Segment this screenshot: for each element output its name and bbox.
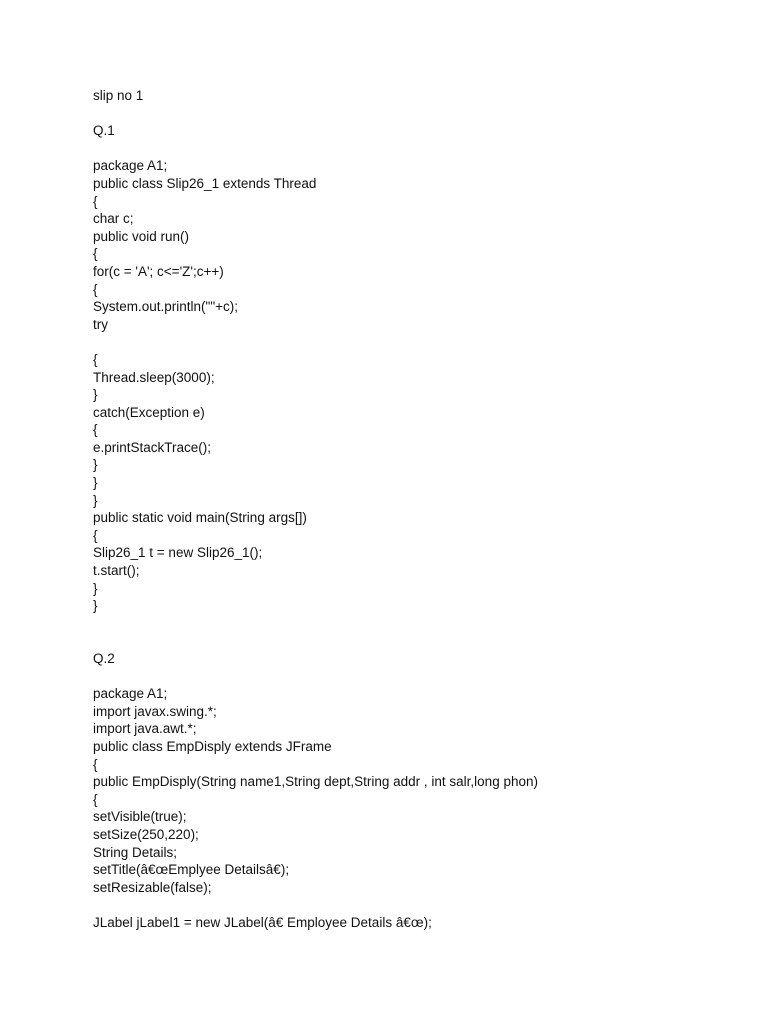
blank-line xyxy=(93,668,733,686)
code-line: setVisible(true); xyxy=(93,809,187,825)
code-line: { xyxy=(93,193,98,209)
code-line: { xyxy=(93,791,98,807)
blank-line xyxy=(93,140,733,158)
question-label-q1: Q.1 xyxy=(93,123,115,139)
code-line: String Details; xyxy=(93,844,178,860)
code-line: try xyxy=(93,316,108,332)
code-line: catch(Exception e) xyxy=(93,404,205,420)
blank-line xyxy=(93,333,733,351)
code-line: setSize(250,220); xyxy=(93,826,199,842)
code-line: } xyxy=(93,598,98,614)
code-line: public static void main(String args[]) xyxy=(93,510,307,526)
code-line: JLabel jLabel1 = new JLabel(â€ Employee Details â€œ); xyxy=(93,914,432,930)
code-line: for(c = 'A'; c<='Z';c++) xyxy=(93,263,224,279)
code-line: public class Slip26_1 extends Thread xyxy=(93,175,317,191)
code-line: } xyxy=(93,492,98,508)
heading-slip-no: slip no 1 xyxy=(93,88,144,103)
code-line: Slip26_1 t = new Slip26_1(); xyxy=(93,545,263,561)
code-line: } xyxy=(93,580,98,596)
code-line: { xyxy=(93,351,98,367)
code-line: char c; xyxy=(93,211,134,227)
code-line: public EmpDisply(String name1,String dept,String addr , int salr,long phon) xyxy=(93,774,538,790)
code-line: System.out.println(""+c); xyxy=(93,299,239,315)
blank-line xyxy=(93,896,733,914)
code-line: } xyxy=(93,475,98,491)
blank-line xyxy=(93,632,733,650)
code-line: { xyxy=(93,281,98,297)
code-line: e.printStackTrace(); xyxy=(93,439,212,455)
code-line: import java.awt.*; xyxy=(93,721,197,737)
code-line: { xyxy=(93,246,98,262)
code-line: setTitle(â€œEmplyee Detailsâ€); xyxy=(93,862,290,878)
document-text xyxy=(93,87,733,932)
code-line: t.start(); xyxy=(93,563,140,579)
code-line: package A1; xyxy=(93,686,168,702)
code-line: public class EmpDisply extends JFrame xyxy=(93,738,332,754)
code-line: { xyxy=(93,756,98,772)
blank-line xyxy=(93,615,733,633)
code-line: { xyxy=(93,422,98,438)
code-line: } xyxy=(93,387,98,403)
code-line: { xyxy=(93,527,98,543)
code-line: Thread.sleep(3000); xyxy=(93,369,215,385)
code-line: public void run() xyxy=(93,228,190,244)
code-line: package A1; xyxy=(93,158,168,174)
blank-line xyxy=(93,105,733,123)
question-label-q2: Q.2 xyxy=(93,651,115,666)
code-line: setResizable(false); xyxy=(93,879,212,895)
code-line: } xyxy=(93,457,98,473)
code-line: import javax.swing.*; xyxy=(93,703,217,719)
